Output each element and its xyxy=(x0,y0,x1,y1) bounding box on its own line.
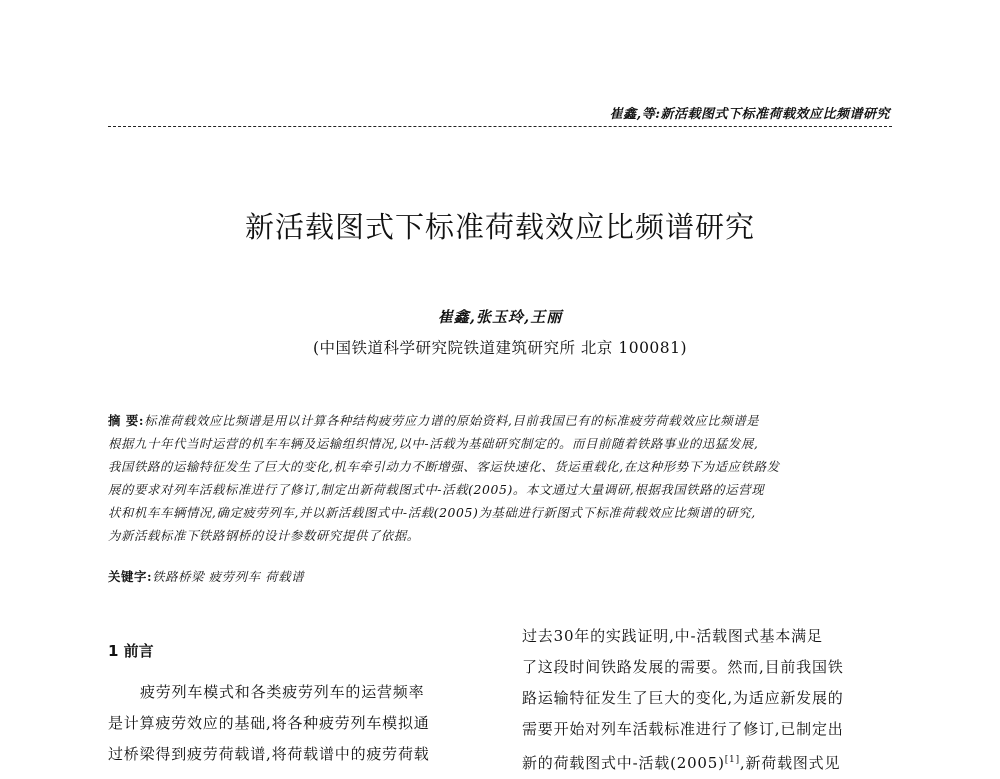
body-line xyxy=(522,745,892,776)
body-line: 疲劳列车模式和各类疲劳列车的运营频率 xyxy=(140,683,425,701)
keywords-label: 关键字: xyxy=(108,569,153,584)
body-line: 了这段时间铁路发展的需要。然而,目前我国铁 xyxy=(522,658,844,676)
body-line: 过去30年的实践证明,中-活载图式基本满足 xyxy=(522,627,823,645)
body-text: ,新荷载图式见 xyxy=(739,754,841,772)
abstract-label: 摘 要: xyxy=(108,413,145,428)
right-column xyxy=(522,621,892,776)
abstract xyxy=(108,409,892,547)
author-list: 崔鑫,张玉玲,王丽 xyxy=(437,308,563,326)
body-line: 需要开始对列车活载标准进行了修订,已制定出 xyxy=(522,720,844,738)
abstract-line: 为新活载标准下铁路钢桥的设计参数研究提供了依据。 xyxy=(108,528,420,543)
abstract-line xyxy=(108,409,892,432)
abstract-line: 根据九十年代当时运营的机车车辆及运输组织情况,以中-活载为基础研究制定的。而目前随着铁路事业的迅猛发展, xyxy=(108,436,759,451)
abstract-line: 状和机车车辆情况,确定疲劳列车,并以新活载图式中-活载(2005)为基础进行新图式下标准荷载效应比频谱的研究, xyxy=(108,505,756,520)
body-line: 是计算疲劳效应的基础,将各种疲劳列车模拟通 xyxy=(108,714,430,732)
keywords xyxy=(108,567,304,585)
abstract-text: 标准荷载效应比频谱是用以计算各种结构疲劳应力谱的原始资料,目前我国已有的标准疲劳荷载效应比频谱是 xyxy=(144,413,760,428)
section-heading: 1 前言 xyxy=(108,642,154,660)
body-text: 新的荷载图式中-活载(2005) xyxy=(522,754,725,772)
paper-title: 新活载图式下标准荷载效应比频谱研究 xyxy=(244,210,755,244)
left-column xyxy=(108,677,478,770)
keywords-text: 铁路桥梁 疲劳列车 荷载谱 xyxy=(152,569,305,584)
abstract-line: 展的要求对列车活载标准进行了修订,制定出新荷载图式中-活载(2005)。本文通过大量调研,根据我国铁路的运营现 xyxy=(108,482,765,497)
running-head: 崔鑫,等:新活载图式下标准荷载效应比频谱研究 xyxy=(609,107,890,122)
citation-ref[interactable]: [1] xyxy=(724,755,740,765)
body-line: 路运输特征发生了巨大的变化,为适应新发展的 xyxy=(522,689,844,707)
body-line: 过桥梁得到疲劳荷载谱,将荷载谱中的疲劳荷载 xyxy=(108,745,430,763)
abstract-line: 我国铁路的运输特征发生了巨大的变化,机车牵引动力不断增强、客运快速化、货运重载化,在这种形势下为适应铁路发 xyxy=(108,459,780,474)
header-rule xyxy=(108,126,892,127)
affiliation: (中国铁道科学研究院铁道建筑研究所 北京 100081) xyxy=(312,339,688,357)
